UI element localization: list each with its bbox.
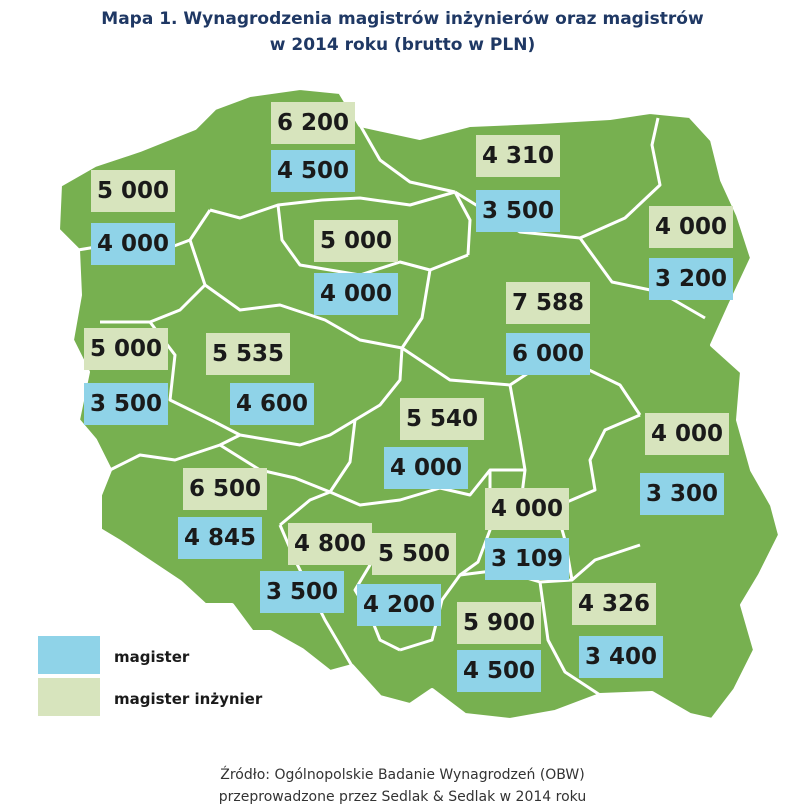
region-zachodniopomorskie-mag-salary-label: 4 000 <box>91 223 175 265</box>
region-wielkopolskie-mag-salary-label: 4 600 <box>230 383 314 425</box>
region-slaskie-mag-salary-label: 4 200 <box>357 584 441 626</box>
region-lubuskie-mag-salary-label: 3 500 <box>84 383 168 425</box>
region-mazowieckie-mag-salary-label: 6 000 <box>506 333 590 375</box>
region-pomorskie-eng-salary-label: 6 200 <box>271 102 355 144</box>
region-podkarpackie-eng-salary-label: 4 326 <box>572 583 656 625</box>
region-mazowieckie-eng-salary-label: 7 588 <box>506 282 590 324</box>
map-title-line-1: Mapa 1. Wynagrodzenia magistrów inżynierów oraz magistrów <box>101 9 704 29</box>
region-lodzkie-mag-salary-label: 4 000 <box>384 447 468 489</box>
source-note-line-2: przeprowadzone przez Sedlak & Sedlak w 2014 roku <box>218 789 587 805</box>
region-dolnoslaskie-mag-salary-label: 4 845 <box>178 517 262 559</box>
region-opolskie-eng-salary-label: 4 800 <box>288 523 372 565</box>
region-podlaskie-eng-salary-label: 4 000 <box>649 206 733 248</box>
region-kujawsko-pomorskie-mag-salary-label: 4 000 <box>314 273 398 315</box>
region-warminsko-mazurskie-mag-salary-label: 3 500 <box>476 190 560 232</box>
region-pomorskie-mag-salary-label: 4 500 <box>271 150 355 192</box>
region-warminsko-mazurskie-eng-salary-label: 4 310 <box>476 135 560 177</box>
region-wielkopolskie-eng-salary-label: 5 535 <box>206 333 290 375</box>
legend-label-magister: magister <box>114 648 190 666</box>
source-note-line-1: Źródło: Ogólnopolskie Badanie Wynagrodzeń (OBW) <box>220 767 585 783</box>
region-swietokrzyskie-mag-salary-label: 3 109 <box>485 538 569 580</box>
region-kujawsko-pomorskie-eng-salary-label: 5 000 <box>314 220 398 262</box>
region-slaskie-eng-salary-label: 5 500 <box>372 533 456 575</box>
region-malopolskie-eng-salary-label: 5 900 <box>457 602 541 644</box>
legend-swatch-magister <box>38 636 100 674</box>
legend-label-magister-inzynier: magister inżynier <box>114 690 263 708</box>
region-lubelskie-eng-salary-label: 4 000 <box>645 413 729 455</box>
region-lubelskie-mag-salary-label: 3 300 <box>640 473 724 515</box>
region-zachodniopomorskie-eng-salary-label: 5 000 <box>91 170 175 212</box>
region-lubuskie-eng-salary-label: 5 000 <box>84 328 168 370</box>
region-swietokrzyskie-eng-salary-label: 4 000 <box>485 488 569 530</box>
region-podkarpackie-mag-salary-label: 3 400 <box>579 636 663 678</box>
region-lodzkie-eng-salary-label: 5 540 <box>400 398 484 440</box>
legend-swatch-magister-inzynier <box>38 678 100 716</box>
region-podlaskie-mag-salary-label: 3 200 <box>649 258 733 300</box>
region-malopolskie-mag-salary-label: 4 500 <box>457 650 541 692</box>
region-opolskie-mag-salary-label: 3 500 <box>260 571 344 613</box>
map-title-line-2: w 2014 roku (brutto w PLN) <box>269 35 536 55</box>
region-dolnoslaskie-eng-salary-label: 6 500 <box>183 468 267 510</box>
